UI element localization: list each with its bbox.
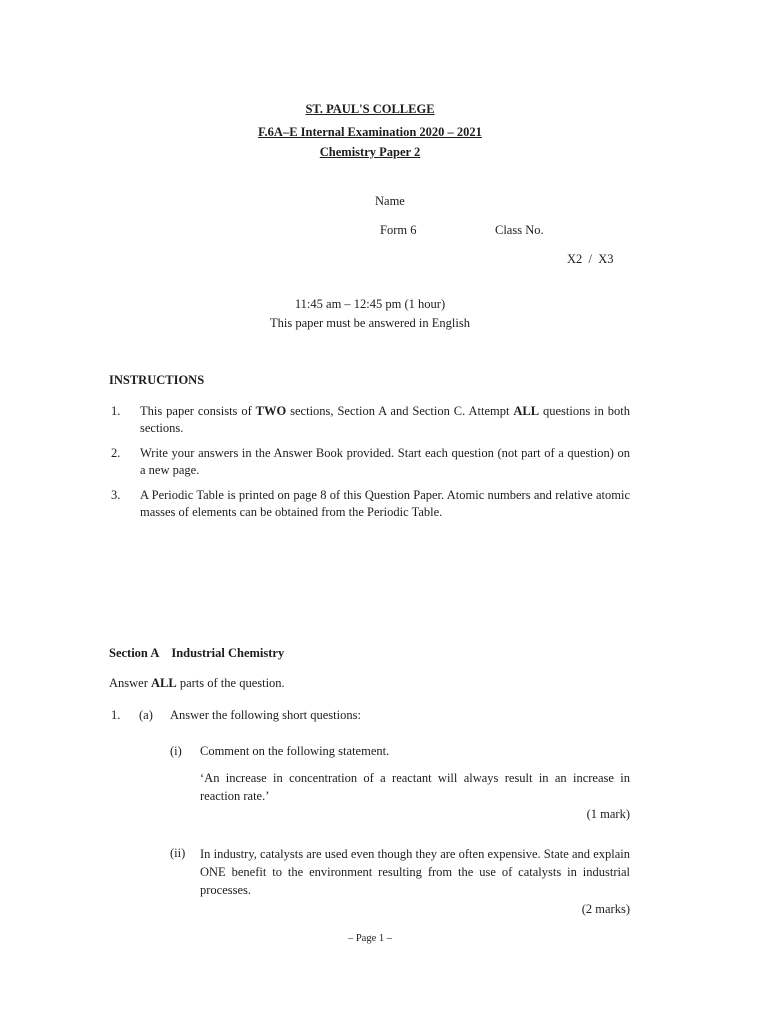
exam-title: F.6A–E Internal Examination 2020 – 2021: [258, 125, 482, 139]
marks-label: (2 marks): [581, 902, 630, 916]
section-a-heading: Section A Industrial Chemistry: [109, 646, 285, 660]
subpart-i-quote: ‘An increase in concentration of a reactant will always result in an increase in reaction rate.’: [200, 771, 630, 803]
instruction-item-1: This paper consists of TWO sections, Section A and Section C. Attempt ALL questions in both sections.: [140, 404, 630, 435]
instructions-heading: INSTRUCTIONS: [109, 373, 205, 387]
school-name: ST. PAUL'S COLLEGE: [305, 102, 435, 116]
subpart-i-text: Comment on the following statement.: [200, 744, 390, 758]
instruction-item-3: A Periodic Table is printed on page 8 of this Question Paper. Atomic numbers and relative atomic masses of elements can be obtained from the Periodic Table.: [140, 488, 630, 519]
class-codes: X2 / X3: [567, 252, 614, 266]
instruction-item-2: Write your answers in the Answer Book provided. Start each question (not part of a question) on a new page.: [140, 446, 630, 477]
part-label: (a): [139, 708, 153, 722]
name-label: Name: [375, 194, 405, 208]
language-note: This paper must be answered in English: [270, 316, 470, 330]
section-a-instruction: Answer ALL parts of the question.: [109, 676, 285, 690]
form-label: Form 6: [380, 223, 417, 237]
subpart-label: (i): [170, 744, 182, 758]
page-number: – Page 1 –: [347, 933, 393, 944]
instruction-number: 3.: [111, 488, 121, 502]
instruction-number: 2.: [111, 446, 121, 460]
class-no-label: Class No.: [495, 223, 544, 237]
paper-title: Chemistry Paper 2: [319, 145, 421, 159]
subpart-ii-text: In industry, catalysts are used even though they are often expensive. State and explain ONE benefit to the environment resulting from the use of catalysts in industrial processes.: [200, 847, 630, 897]
question-number: 1.: [111, 708, 121, 722]
exam-time: 11:45 am – 12:45 pm (1 hour): [294, 297, 446, 311]
part-a-text: Answer the following short questions:: [170, 708, 361, 722]
instruction-number: 1.: [111, 404, 121, 418]
subpart-label: (ii): [170, 846, 186, 860]
marks-label: (1 mark): [586, 807, 630, 821]
